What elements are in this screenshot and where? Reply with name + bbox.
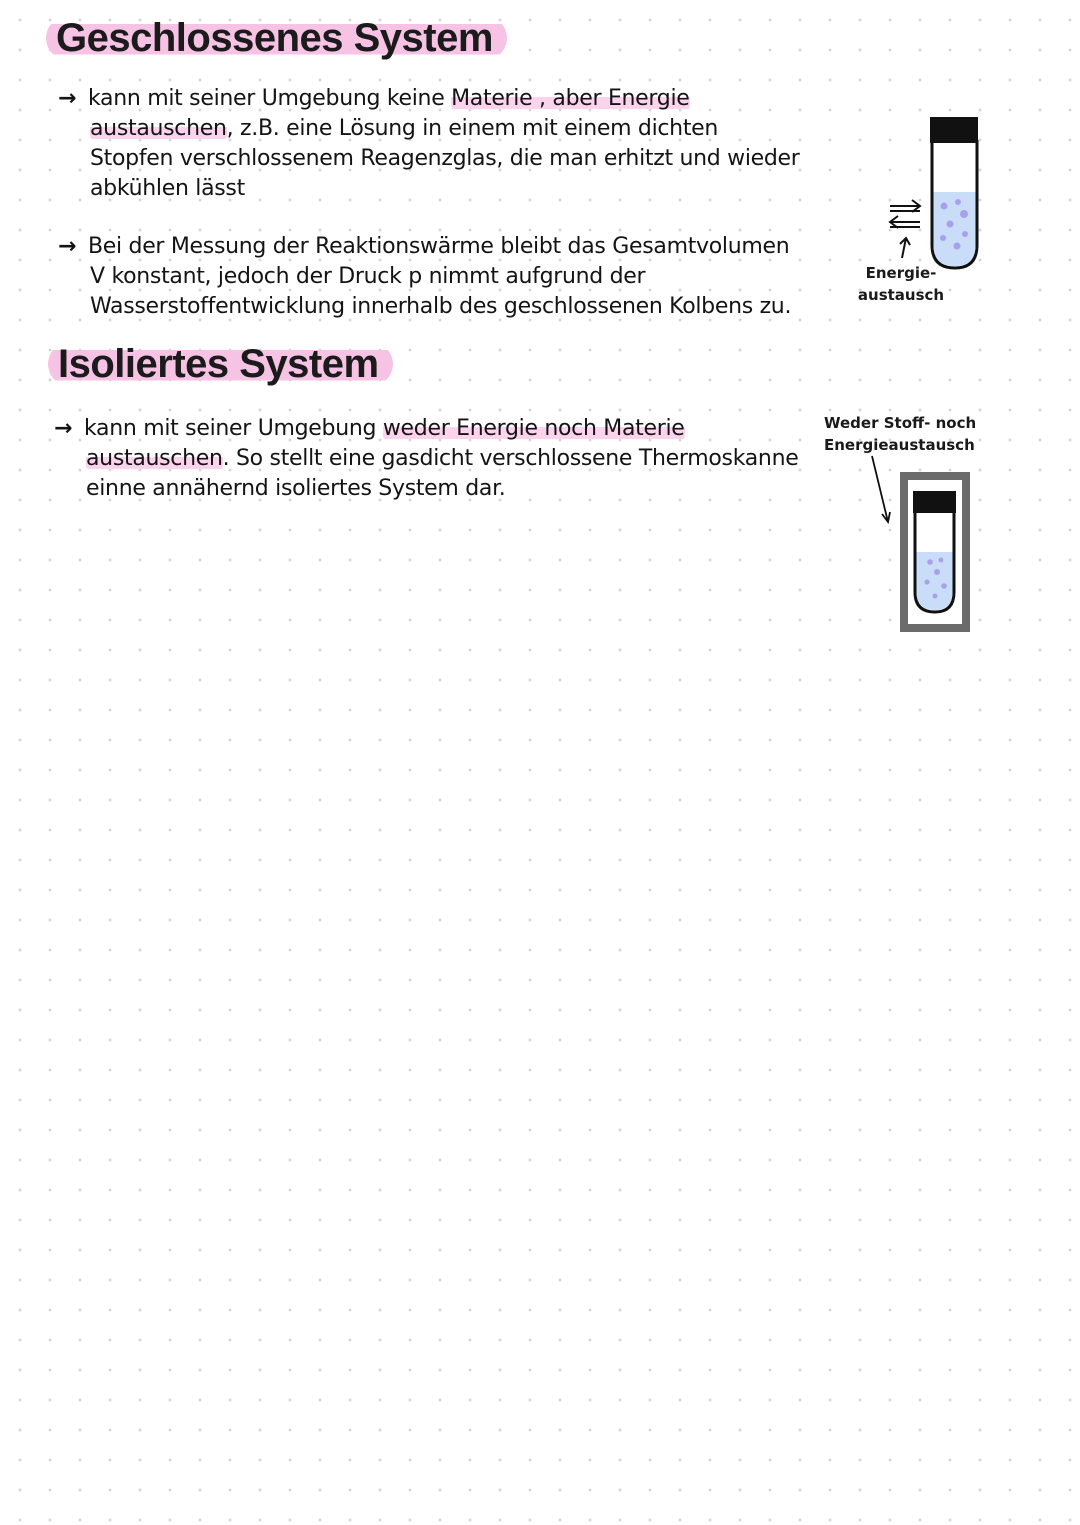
highlighted-text: weder Energie noch Materie <box>382 416 685 441</box>
stopper <box>913 491 956 513</box>
isolated-test-tube-figure <box>820 410 1000 650</box>
arrow-right-icon: → <box>58 234 77 259</box>
closed-system-paragraph-2 <box>58 232 810 322</box>
text-segment: . So stellt eine gasdicht verschlossene Thermoskanne <box>222 446 799 471</box>
isolated-test-tube-illustration <box>820 410 1000 650</box>
paragraph-line <box>86 444 806 474</box>
caption-line: Energie- <box>865 264 937 282</box>
highlighted-text: austauschen <box>90 116 227 141</box>
paragraph-line: V konstant, jedoch der Druck p nimmt aufgrund der <box>90 264 646 289</box>
paragraph-line: einne annähernd isoliertes System dar. <box>86 476 506 501</box>
isolated-system-heading: Isoliertes System <box>48 342 393 386</box>
pointer-line <box>872 456 890 522</box>
stopper <box>930 117 978 143</box>
caption-line: austausch <box>857 286 945 304</box>
text-segment: kann mit seiner Umgebung <box>84 416 383 441</box>
paragraph-line: Stopfen verschlossenem Reagenzglas, die man erhitzt und wieder <box>90 146 800 171</box>
arrow-right-icon: → <box>58 86 77 111</box>
closed-system-paragraph-1 <box>58 84 810 204</box>
isolated-system-paragraph-1 <box>54 414 806 504</box>
text-segment: Bei der Messung der Reaktionswärme bleibt das Gesamtvolumen <box>88 234 790 259</box>
closed-system-heading: Geschlossenes System <box>46 16 507 60</box>
paragraph-line <box>58 84 810 114</box>
paragraph-line: abkühlen lässt <box>90 176 245 201</box>
text-segment: , z.B. eine Lösung in einem mit einem dichten <box>226 116 719 141</box>
liquid-fill <box>934 192 976 266</box>
caption-line: Weder Stoff- noch <box>824 414 977 432</box>
closed-test-tube-figure <box>840 110 1000 320</box>
arrow-right-icon: → <box>54 416 73 441</box>
paragraph-line: Wasserstoffentwicklung innerhalb des geschlossenen Kolbens zu. <box>90 294 792 319</box>
text-segment: kann mit seiner Umgebung keine <box>88 86 452 111</box>
liquid-fill <box>917 552 953 610</box>
double-arrow-exchange-icon <box>890 200 920 258</box>
caption-line: Energieaustausch <box>824 436 975 454</box>
paragraph-line <box>90 114 810 144</box>
paragraph-line <box>54 414 806 444</box>
highlighted-text: Materie , aber Energie <box>451 86 690 111</box>
highlighted-text: austauschen <box>86 446 223 471</box>
paragraph-line <box>58 232 810 262</box>
energy-exchange-caption <box>846 262 956 306</box>
